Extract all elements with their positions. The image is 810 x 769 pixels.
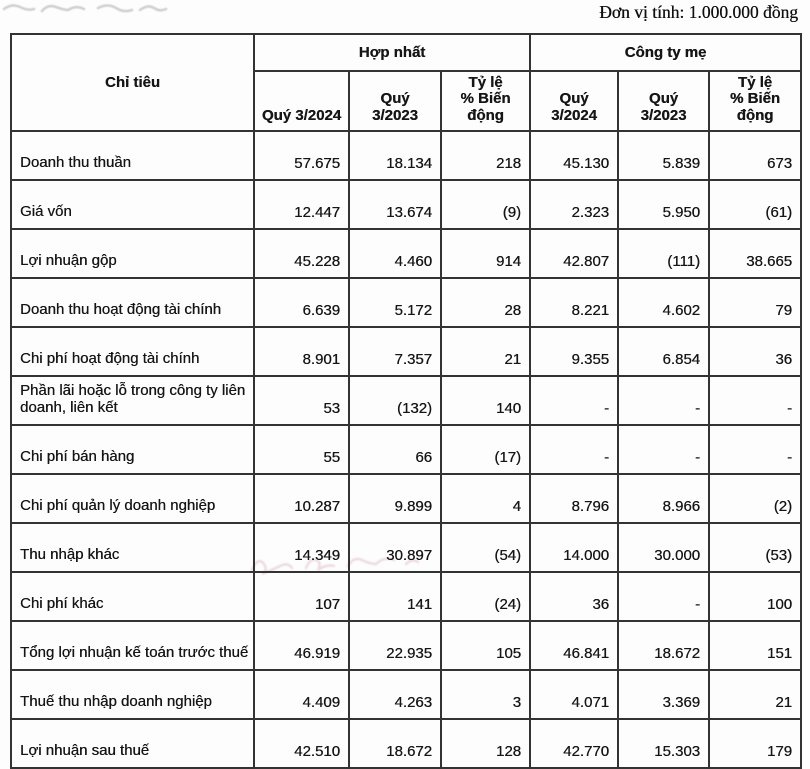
group-header-parent-company: Công ty mẹ [530,34,801,71]
cell-value: 30.000 [618,523,709,572]
row-label: Doanh thu hoạt động tài chính [11,278,254,327]
cell-value: (24) [441,572,530,621]
cell-value: 4.602 [618,278,709,327]
cell-value: 18.672 [349,719,441,768]
cell-value: (9) [441,180,530,229]
cell-value: 141 [349,572,441,621]
cell-value: 13.674 [349,180,441,229]
cell-value: 10.287 [254,474,349,523]
row-label: Chi phí bán hàng [11,425,254,474]
cell-value: 15.303 [618,719,709,768]
cell-value: 38.665 [709,229,801,278]
sub-header-2: Tỷ lệ % Biến động [441,71,530,131]
cell-value: 21 [441,327,530,376]
row-label: Thu nhập khác [11,523,254,572]
cell-value: 4.409 [254,670,349,719]
sub-header-4: Quý 3/2023 [618,71,709,131]
cell-value: 42.770 [530,719,618,768]
row-label: Doanh thu thuần [11,131,254,180]
cell-value: 151 [709,621,801,670]
cell-value: 55 [254,425,349,474]
table-row [11,229,801,278]
cell-value: (17) [441,425,530,474]
table-row [11,327,801,376]
cell-value: 5.172 [349,278,441,327]
table-row [11,670,801,719]
cell-value: 53 [254,376,349,425]
cell-value: 45.228 [254,229,349,278]
cell-value: - [618,572,709,621]
cell-value: 8.966 [618,474,709,523]
group-header-row [11,34,801,71]
row-label: Chi phí khác [11,572,254,621]
cell-value: 107 [254,572,349,621]
row-label: Tổng lợi nhuận kế toán trước thuế [11,621,254,670]
cell-value: 9.355 [530,327,618,376]
table-row [11,474,801,523]
cell-value: 4.263 [349,670,441,719]
cell-value: 8.901 [254,327,349,376]
row-label: Chi phí hoạt động tài chính [11,327,254,376]
row-label: Lợi nhuận sau thuế [11,719,254,768]
cell-value: - [530,376,618,425]
cell-value: 57.675 [254,131,349,180]
row-label: Giá vốn [11,180,254,229]
cell-value: 4.460 [349,229,441,278]
sub-header-5: Tỷ lệ % Biến động [709,71,801,131]
cell-value: 18.672 [618,621,709,670]
cell-value: 3 [441,670,530,719]
cell-value: 66 [349,425,441,474]
cell-value: 14.349 [254,523,349,572]
cell-value: 7.357 [349,327,441,376]
cell-value: 12.447 [254,180,349,229]
row-label: Lợi nhuận gộp [11,229,254,278]
cell-value: 45.130 [530,131,618,180]
cell-value: 179 [709,719,801,768]
sub-header-0: Quý 3/2024 [254,71,349,131]
row-label: Thuế thu nhập doanh nghiệp [11,670,254,719]
cell-value: 46.841 [530,621,618,670]
cell-value: 8.796 [530,474,618,523]
cell-value: - [709,425,801,474]
cell-value: (111) [618,229,709,278]
cell-value: 140 [441,376,530,425]
table-row [11,180,801,229]
cell-value: 100 [709,572,801,621]
table-row [11,278,801,327]
cell-value: 36 [709,327,801,376]
cell-value: 5.950 [618,180,709,229]
financial-results-table [10,33,802,769]
table-row [11,621,801,670]
cell-value: 5.839 [618,131,709,180]
table-row [11,376,801,425]
table-row [11,523,801,572]
cell-value: 8.221 [530,278,618,327]
scan-artifact-top [2,1,212,19]
cell-value: (132) [349,376,441,425]
cell-value: 4.071 [530,670,618,719]
cell-value: (61) [709,180,801,229]
cell-value: 2.323 [530,180,618,229]
table-row [11,425,801,474]
cell-value: - [618,425,709,474]
table-row [11,131,801,180]
cell-value: 14.000 [530,523,618,572]
row-label: Phần lãi hoặc lỗ trong công ty liên doanh, liên kết [11,376,254,425]
row-label: Chi phí quản lý doanh nghiệp [11,474,254,523]
cell-value: 22.935 [349,621,441,670]
cell-value: 105 [441,621,530,670]
table-row [11,572,801,621]
cell-value: 673 [709,131,801,180]
cell-value: 46.919 [254,621,349,670]
cell-value: 18.134 [349,131,441,180]
cell-value: 6.639 [254,278,349,327]
table-row [11,719,801,768]
cell-value: 6.854 [618,327,709,376]
cell-value: 218 [441,131,530,180]
cell-value: 914 [441,229,530,278]
cell-value: 28 [441,278,530,327]
cell-value: - [709,376,801,425]
cell-value: (54) [441,523,530,572]
cell-value: 21 [709,670,801,719]
table-body [11,131,801,768]
cell-value: (2) [709,474,801,523]
sub-header-1: Quý 3/2023 [349,71,441,131]
sub-header-3: Quý 3/2024 [530,71,618,131]
cell-value: - [530,425,618,474]
cell-value: 42.807 [530,229,618,278]
cell-value: 9.899 [349,474,441,523]
table-header [11,34,801,131]
cell-value: 4 [441,474,530,523]
cell-value: 79 [709,278,801,327]
unit-note: Đơn vị tính: 1.000.000 đồng [599,2,798,22]
column-header-indicator: Chỉ tiêu [11,34,254,131]
cell-value: - [618,376,709,425]
group-header-consolidated: Hợp nhất [254,34,530,71]
cell-value: 128 [441,719,530,768]
cell-value: 36 [530,572,618,621]
cell-value: (53) [709,523,801,572]
cell-value: 3.369 [618,670,709,719]
cell-value: 42.510 [254,719,349,768]
cell-value: 30.897 [349,523,441,572]
